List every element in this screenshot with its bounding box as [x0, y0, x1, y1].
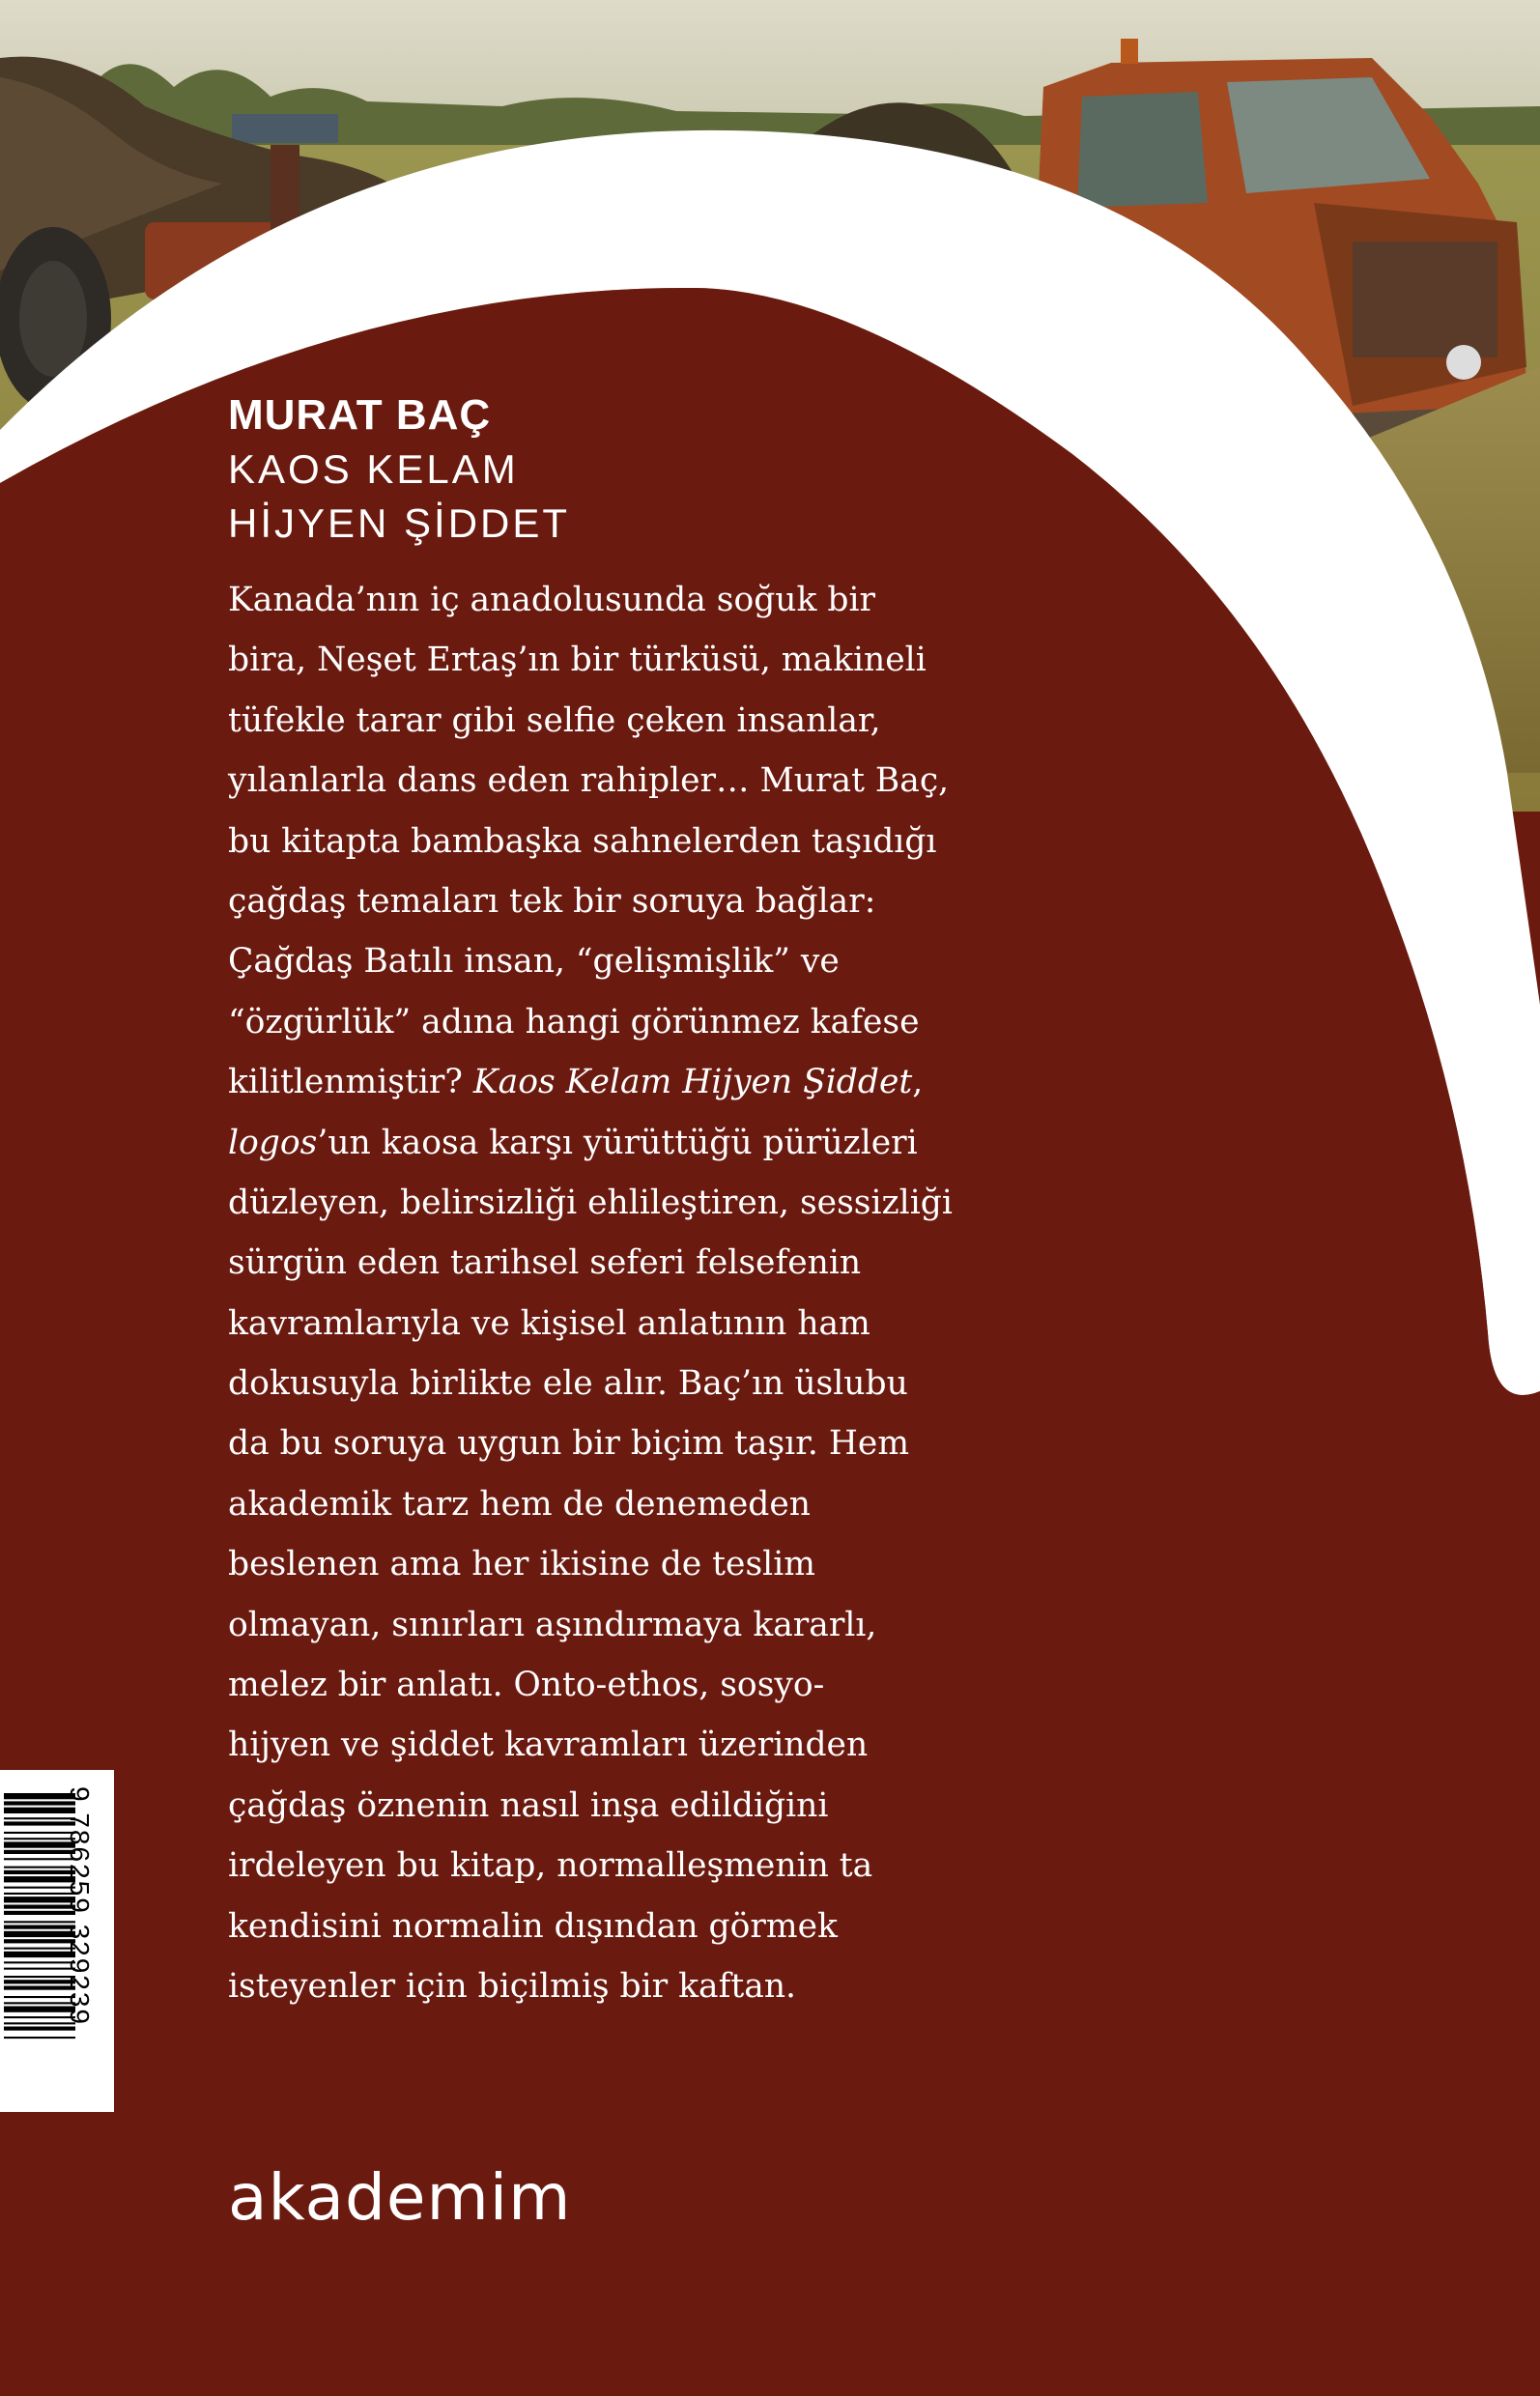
blurb-line: hijyen ve şiddet kavramları üzerinden: [228, 1726, 869, 1765]
blurb-line: bu kitapta bambaşka sahnelerden taşıdığı: [228, 821, 937, 861]
blurb-line: isteyenler için biçilmiş bir kaftan.: [228, 1966, 796, 2006]
blurb-line: yılanlarla dans eden rahipler… Murat Baç,: [228, 761, 950, 801]
blurb-text: ,: [912, 1063, 924, 1102]
blurb-line: düzleyen, belirsizliği ehlileştiren, sessizliği: [228, 1183, 953, 1222]
blurb-line: dokusuyla birlikte ele alır. Baç’ın üslubu: [228, 1364, 908, 1404]
blurb-line: irdeleyen bu kitap, normalleşmenin ta: [228, 1846, 873, 1886]
blurb-line: [228, 1052, 1020, 1112]
book-title-line-2: HİJYEN ŞİDDET: [228, 500, 571, 546]
blurb-text: ’un kaosa karşı yürüttüğü pürüzleri: [317, 1123, 918, 1162]
blurb-line: akademik tarz hem de denemeden: [228, 1484, 812, 1524]
blurb-line: kendisini normalin dışından görmek: [228, 1906, 838, 1946]
blurb-line: bira, Neşet Ertaş’ın bir türküsü, makineli: [228, 641, 927, 680]
blurb-line: “özgürlük” adına hangi görünmez kafese: [228, 1002, 920, 1041]
logos-italic: logos: [228, 1123, 318, 1162]
blurb-text: kilitlenmiştir?: [228, 1063, 473, 1102]
title-block: [228, 388, 570, 551]
blurb-line: olmayan, sınırları aşındırmaya kararlı,: [228, 1605, 877, 1644]
blurb-line: [228, 1113, 1020, 1173]
blurb-line: tüfekle tarar gibi selfie çeken insanlar,: [228, 700, 881, 740]
back-cover-blurb: [228, 570, 1020, 2016]
blurb-line: Kanada’nın iç anadolusunda soğuk bir: [228, 581, 876, 619]
blurb-line: da bu soruya uygun bir biçim taşır. Hem: [228, 1424, 910, 1464]
blurb-line: beslenen ama her ikisine de teslim: [228, 1545, 815, 1584]
isbn-number: 9 786259 329239: [65, 1786, 95, 2026]
book-title-line-1: KAOS KELAM: [228, 446, 519, 492]
blurb-line: kavramlarıyla ve kişisel anlatının ham: [228, 1303, 870, 1343]
barcode-bar: [4, 2037, 75, 2039]
book-title-italic: Kaos Kelam Hijyen Şiddet: [472, 1063, 913, 1102]
blurb-line: sürgün eden tarihsel seferi felsefenin: [228, 1243, 862, 1283]
publisher-logo: akademim: [228, 2160, 572, 2235]
barcode-bar: [4, 2027, 75, 2031]
isbn-barcode: [0, 1770, 114, 2112]
blurb-line: melez bir anlatı. Onto-ethos, sosyo-: [228, 1666, 825, 1705]
barcode-bars: [0, 1770, 114, 2112]
blurb-line: çağdaş öznenin nasıl inşa edildiğini: [228, 1785, 829, 1825]
author-name: MURAT BAÇ: [228, 391, 492, 439]
blurb-line: çağdaş temaları tek bir soruya bağlar:: [228, 881, 876, 921]
blurb-line: Çağdaş Batılı insan, “gelişmişlik” ve: [228, 942, 840, 982]
